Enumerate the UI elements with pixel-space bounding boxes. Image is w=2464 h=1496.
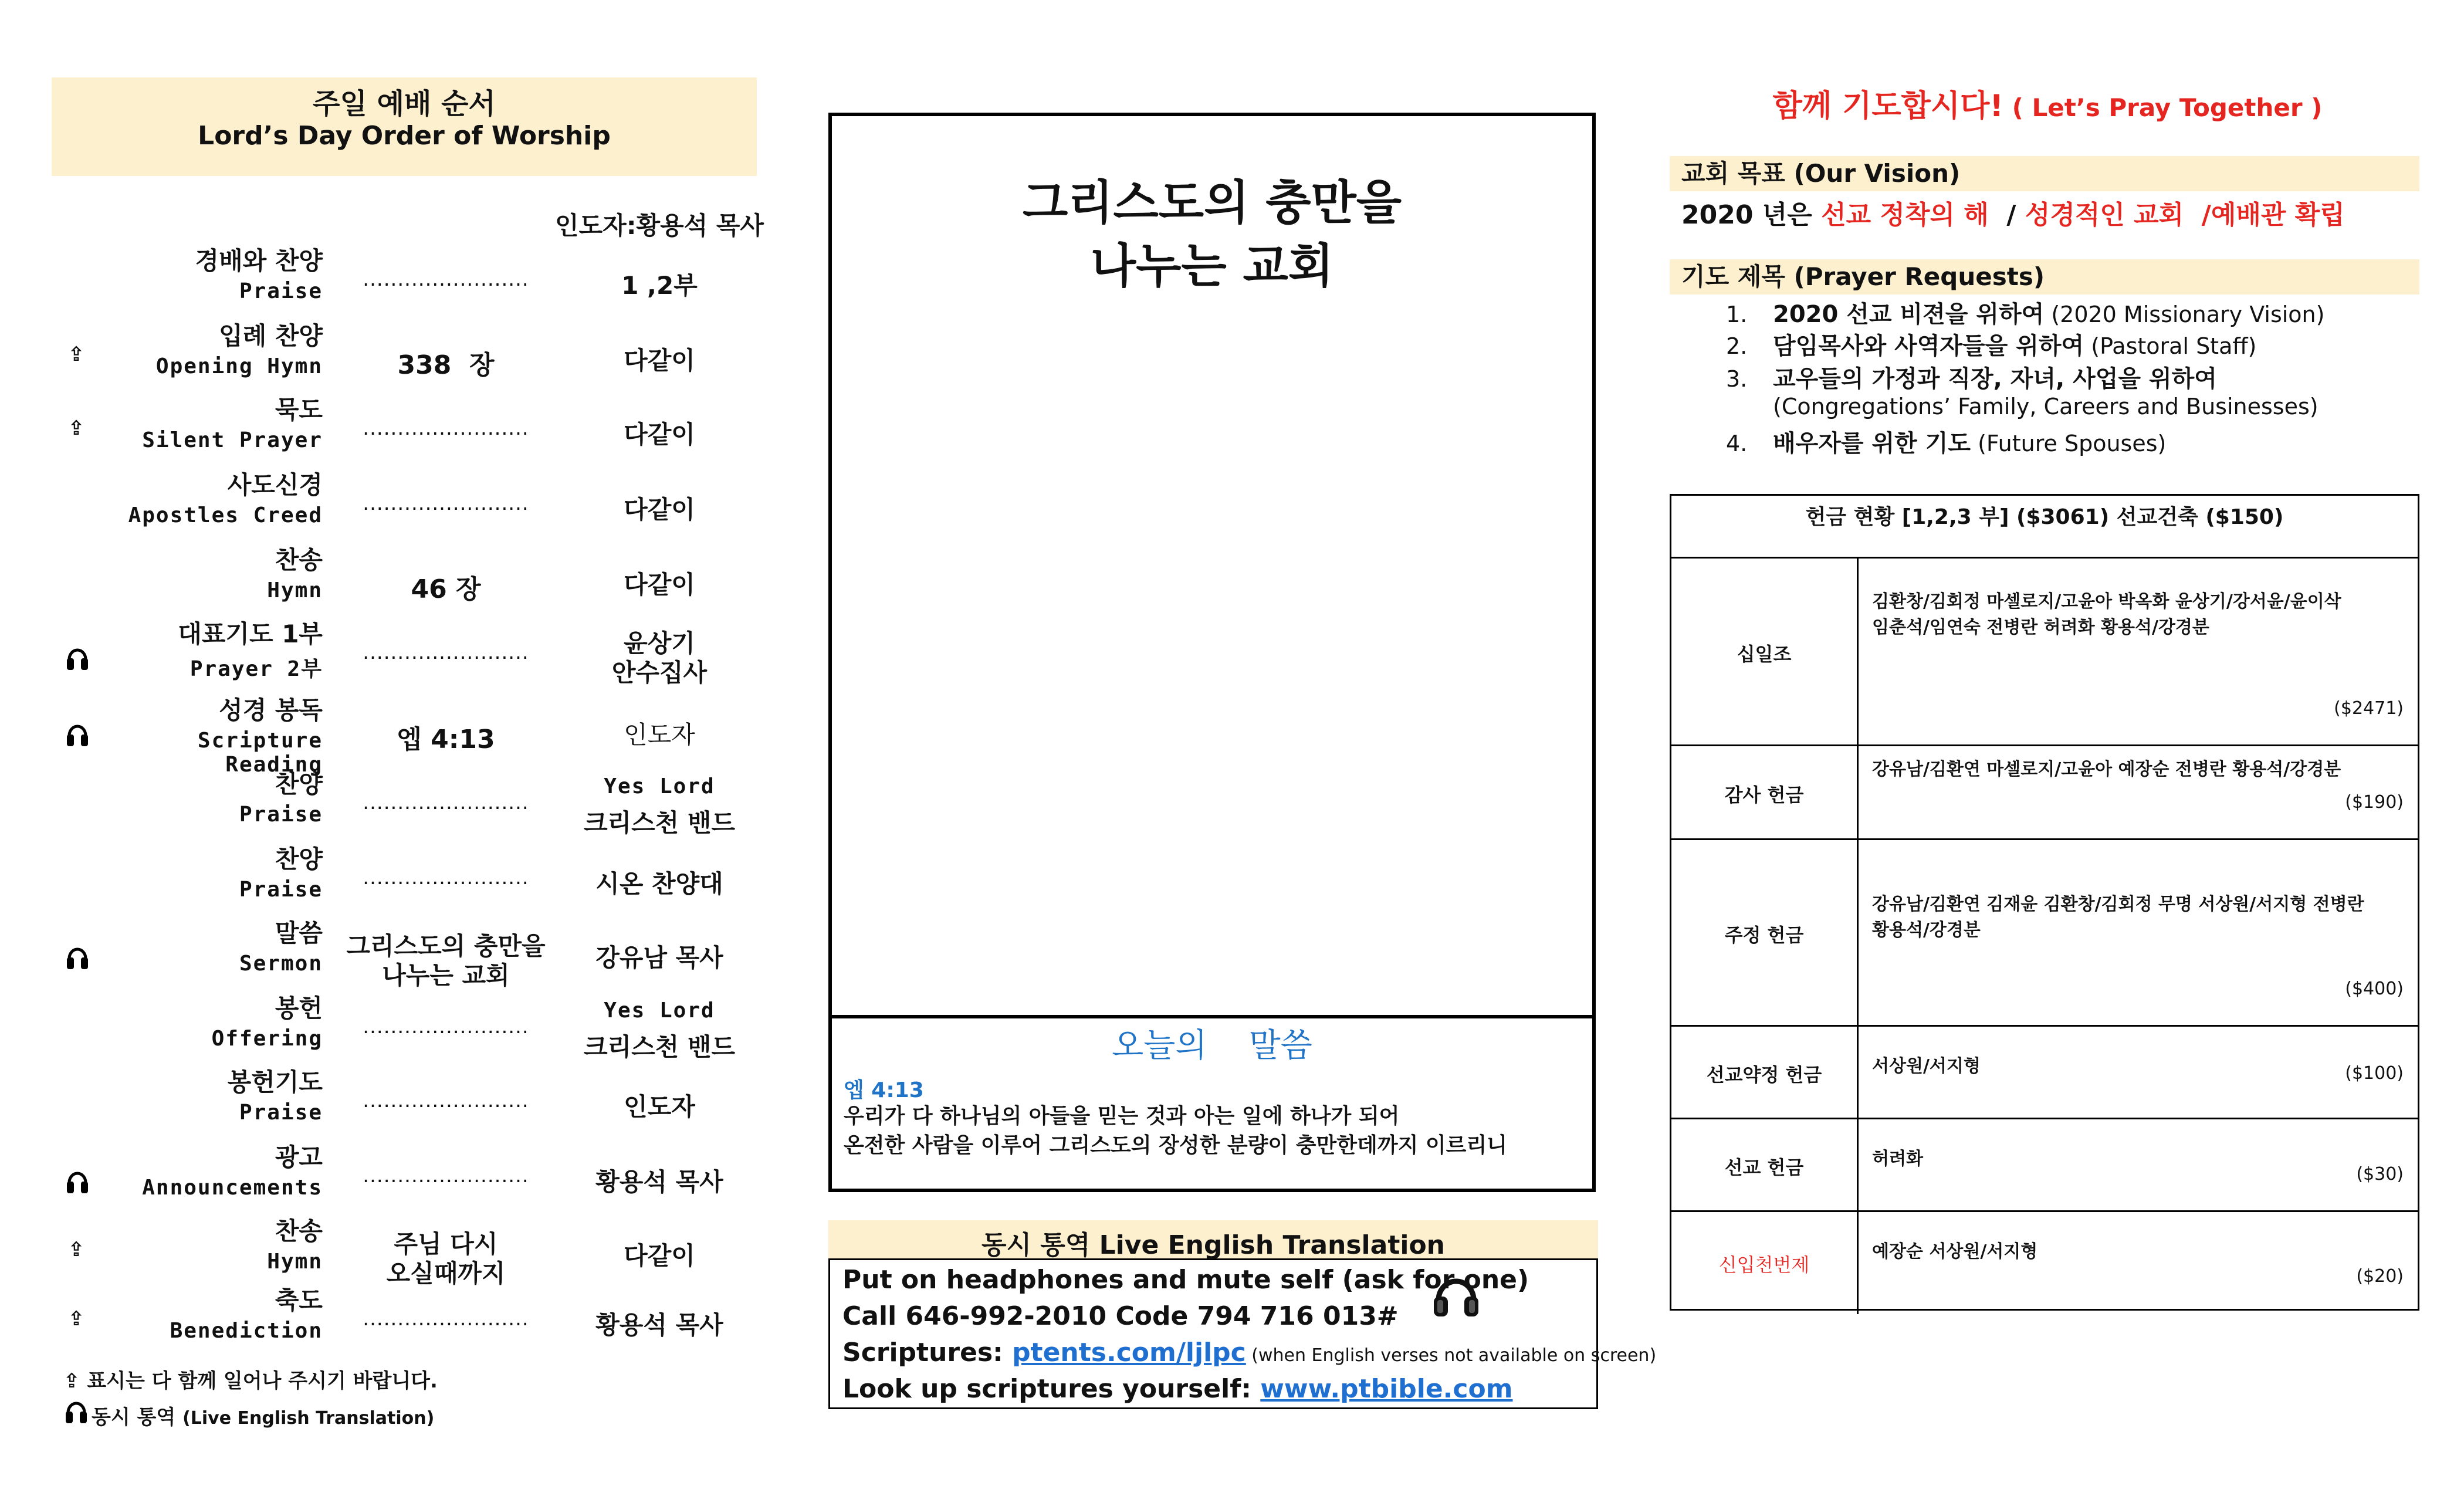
translation-line-call: Call 646-992-2010 Code 794 716 013# bbox=[842, 1301, 1399, 1331]
leader-dots: ........................ bbox=[363, 1015, 529, 1038]
leader-dots: ........................ bbox=[363, 1307, 529, 1331]
leader-dots: ........................ bbox=[363, 417, 529, 440]
item-korean: 찬양 bbox=[275, 770, 323, 798]
item-leader: 인도자 bbox=[624, 1092, 695, 1121]
item-english: Announcements bbox=[142, 1176, 323, 1200]
offering-amount: ($20) bbox=[2356, 1266, 2404, 1287]
offering-summary: 헌금 현황 [1,2,3 부] ($3061) 선교건축 ($150) bbox=[1805, 505, 2284, 529]
item-leader: Yes Lord bbox=[604, 999, 715, 1023]
item-english: Scripture Reading bbox=[197, 729, 323, 777]
prayer-request bbox=[1773, 393, 2464, 420]
header-english: Lord’s Day Order of Worship bbox=[198, 121, 611, 151]
item-english: Opening Hymn bbox=[155, 354, 323, 378]
offering-type: 감사 헌금 bbox=[1724, 784, 1804, 806]
item-english: Praise bbox=[239, 1101, 323, 1125]
offering-type: 선교 헌금 bbox=[1724, 1156, 1804, 1179]
item-leader: 황용석 목사 bbox=[595, 1311, 723, 1339]
donor-line1: 강유남/김환연 김재윤 김환창/김회정 무명 서상원/서지형 전병란 bbox=[1872, 894, 2364, 915]
request-number: 1. bbox=[1726, 302, 1748, 327]
item-korean: 찬양 bbox=[275, 845, 323, 874]
standing-note: ⇪ 표시는 다 함께 일어나 주시기 바랍니다. bbox=[63, 1369, 438, 1393]
request-english: (Congregations’ Family, Careers and Businesses) bbox=[1773, 394, 2319, 419]
request-english: (Pastoral Staff) bbox=[2084, 333, 2257, 359]
leader-dots: ........................ bbox=[363, 268, 529, 291]
item-english: Apostles Creed bbox=[128, 503, 323, 527]
item-leader: 다같이 bbox=[624, 1241, 695, 1270]
box-divider bbox=[828, 1015, 1596, 1018]
headphones-icon bbox=[1431, 1270, 1481, 1319]
ptents-link[interactable]: ptents.com/ljlpc bbox=[1012, 1338, 1246, 1368]
stand-up-icon: ⇪ bbox=[67, 417, 85, 440]
translation-line-lookup: Look up scriptures yourself: www.ptbible.com bbox=[842, 1374, 1513, 1404]
translation-line-headphones: Put on headphones and mute self (ask for one) bbox=[842, 1265, 1529, 1295]
item-leader: 다같이 bbox=[624, 420, 695, 449]
table-divider bbox=[1857, 840, 1859, 1027]
offering-amount: ($30) bbox=[2356, 1164, 2404, 1184]
item-leader: 강유남 목사 bbox=[595, 943, 723, 972]
item-english: Praise bbox=[239, 878, 323, 902]
stand-up-icon: ⇪ bbox=[67, 343, 85, 366]
table-divider bbox=[1857, 746, 1859, 840]
ptbible-link[interactable]: www.ptbible.com bbox=[1260, 1374, 1513, 1404]
item-detail-line2: 오실때까지 bbox=[386, 1259, 506, 1288]
item-korean: 광고 bbox=[275, 1143, 323, 1172]
item-korean: 봉헌 bbox=[275, 994, 323, 1023]
item-english: Sermon bbox=[239, 952, 323, 976]
offering-donors bbox=[1872, 1054, 2400, 1079]
item-korean: 입례 찬양 bbox=[219, 321, 323, 350]
vision-text: 2020 년은 선교 정착의 해 / 성경적인 교회 /예배관 확립 bbox=[1681, 200, 2345, 230]
request-number: 4. bbox=[1726, 431, 1748, 456]
offering-row bbox=[1671, 744, 2418, 838]
item-korean: 찬송 bbox=[275, 1217, 323, 1245]
headphones-icon bbox=[66, 942, 89, 972]
item-leader: 다같이 bbox=[624, 570, 695, 599]
sermon-title-line2: 나누는 교회 bbox=[1090, 239, 1334, 293]
offering-type: 십일조 bbox=[1737, 643, 1792, 665]
request-english: (Future Spouses) bbox=[1970, 431, 2167, 456]
request-korean: 교우들의 가정과 직장, 자녀, 사업을 위하여 bbox=[1773, 365, 2217, 392]
donor-line1: 서상원/서지형 bbox=[1872, 1056, 1981, 1077]
scripture-line1: 우리가 다 하나님의 아들을 믿는 것과 아는 일에 하나가 되어 bbox=[844, 1104, 1400, 1128]
vision-header: 교회 목표 (Our Vision) bbox=[1670, 156, 2419, 191]
offering-type: 신입천번제 bbox=[1718, 1254, 1810, 1276]
request-korean: 배우자를 위한 기도 bbox=[1773, 430, 1971, 457]
table-divider bbox=[1857, 1119, 1859, 1212]
item-detail-line2: 나누는 교회 bbox=[382, 961, 510, 990]
item-korean: 사도신경 bbox=[227, 471, 323, 499]
item-korean: 대표기도 1부 bbox=[178, 620, 323, 648]
item-leader: 인도자 bbox=[624, 720, 695, 749]
item-korean: 묵도 bbox=[275, 395, 323, 424]
translation-note: 동시 통역 (Live English Translation) bbox=[92, 1406, 435, 1429]
worship-leader: 인도자:황용석 목사 bbox=[555, 211, 764, 240]
prayer-requests-header: 기도 제목 (Prayer Requests) bbox=[1670, 259, 2419, 295]
offering-amount: ($400) bbox=[2345, 979, 2404, 999]
offering-donors bbox=[1872, 757, 2400, 783]
table-divider bbox=[1857, 1212, 1859, 1314]
item-korean: 축도 bbox=[275, 1286, 323, 1315]
leader-dots: ........................ bbox=[363, 492, 529, 515]
item-english: Benediction bbox=[170, 1319, 323, 1343]
donor-line2: 황용석/강경분 bbox=[1872, 919, 1981, 940]
header-korean: 주일 예배 순서 bbox=[313, 87, 496, 120]
scripture-reference: 엡 4:13 bbox=[844, 1078, 924, 1102]
offering-type: 선교약정 헌금 bbox=[1706, 1064, 1822, 1086]
donor-line1: 허려화 bbox=[1872, 1149, 1923, 1169]
item-detail: 엡 4:13 bbox=[397, 725, 495, 754]
item-leader: Yes Lord bbox=[604, 774, 715, 798]
prayer-request bbox=[1726, 360, 2418, 394]
headphones-icon bbox=[65, 1396, 88, 1426]
item-leader: 윤상기 bbox=[624, 629, 695, 658]
offering-amount: ($100) bbox=[2345, 1063, 2404, 1084]
translation-line-scriptures: Scriptures: ptents.com/ljlpc (when English verses not available on screen) bbox=[842, 1338, 1657, 1368]
item-english: Prayer 2부 bbox=[189, 657, 323, 681]
offering-row bbox=[1671, 1210, 2418, 1312]
headphones-icon bbox=[66, 1166, 89, 1196]
offering-donors bbox=[1872, 892, 2400, 943]
sermon-title bbox=[828, 171, 1596, 298]
todays-word-title: 오늘의 말씀 bbox=[1112, 1027, 1312, 1065]
item-english: Hymn bbox=[267, 1250, 323, 1274]
donor-line1: 강유남/김환연 마셀로지/고윤아 예장순 전병란 황용석/강경분 bbox=[1872, 759, 2341, 780]
item-leader: 시온 찬양대 bbox=[595, 869, 723, 898]
item-leader: 황용석 목사 bbox=[595, 1167, 723, 1196]
item-leader-line2: 크리스천 밴드 bbox=[583, 808, 736, 837]
item-leader-line2: 안수집사 bbox=[611, 658, 708, 687]
item-english: Praise bbox=[239, 279, 323, 303]
item-leader-line2: 크리스천 밴드 bbox=[583, 1033, 736, 1061]
table-divider bbox=[1857, 559, 1859, 746]
offering-donors bbox=[1872, 1146, 2400, 1172]
offering-row bbox=[1671, 557, 2418, 744]
prayer-request bbox=[1726, 425, 2418, 458]
prayer-request bbox=[1726, 327, 2418, 361]
item-english: Offering bbox=[211, 1027, 323, 1051]
offering-donors bbox=[1872, 589, 2400, 640]
item-detail: 46 장 bbox=[411, 574, 481, 604]
item-detail: 338 장 bbox=[397, 350, 495, 380]
stand-up-icon: ⇪ bbox=[67, 1238, 85, 1261]
item-detail: 주님 다시 bbox=[394, 1230, 498, 1258]
prayer-request bbox=[1726, 296, 2418, 329]
scripture-text bbox=[844, 1102, 1589, 1160]
request-number: 3. bbox=[1726, 366, 1748, 392]
offering-donors bbox=[1872, 1239, 2400, 1265]
offering-amount: ($190) bbox=[2345, 792, 2404, 813]
scripture-line2: 온전한 사람을 이루어 그리스도의 장성한 분량이 충만한데까지 이르리니 bbox=[844, 1133, 1508, 1157]
leader-dots: ........................ bbox=[363, 791, 529, 814]
item-leader: 다같이 bbox=[624, 346, 695, 375]
offering-row bbox=[1671, 1025, 2418, 1118]
offering-row bbox=[1671, 838, 2418, 1025]
item-korean: 찬송 bbox=[275, 546, 323, 574]
item-english: Praise bbox=[239, 803, 323, 827]
offering-table bbox=[1670, 494, 2419, 1311]
headphones-icon bbox=[66, 643, 89, 672]
offering-row bbox=[1671, 1118, 2418, 1210]
item-leader: 1 ,2부 bbox=[621, 271, 698, 300]
leader-dots: ........................ bbox=[363, 641, 529, 664]
headphones-icon bbox=[66, 719, 89, 749]
leader-dots: ........................ bbox=[363, 1164, 529, 1187]
item-english: Silent Prayer bbox=[142, 428, 323, 452]
table-divider bbox=[1857, 1027, 1859, 1119]
item-korean: 경배와 찬양 bbox=[195, 246, 323, 275]
item-korean: 봉헌기도 bbox=[227, 1068, 323, 1096]
request-korean: 담임목사와 사역자들을 위하여 bbox=[1773, 333, 2084, 360]
sermon-title-line1: 그리스도의 충만을 bbox=[1022, 175, 1402, 230]
item-korean: 성경 봉독 bbox=[219, 696, 323, 725]
request-english: (2020 Missionary Vision) bbox=[2044, 302, 2325, 327]
stand-up-icon: ⇪ bbox=[67, 1307, 85, 1331]
offering-type: 주정 헌금 bbox=[1724, 924, 1804, 946]
item-detail: 그리스도의 충만을 bbox=[346, 932, 546, 960]
offering-amount: ($2471) bbox=[2334, 698, 2404, 719]
request-number: 2. bbox=[1726, 333, 1748, 359]
pray-together-title: 함께 기도합시다! ( Let’s Pray Together ) bbox=[1772, 89, 2323, 124]
leader-dots: ........................ bbox=[363, 866, 529, 889]
item-korean: 말씀 bbox=[275, 919, 323, 947]
item-english: Hymn bbox=[267, 578, 323, 603]
request-korean: 2020 선교 비젼을 위하여 bbox=[1773, 301, 2045, 328]
donor-line1: 김환창/김회정 마셀로지/고윤아 박옥화 윤상기/강서윤/윤이삭 bbox=[1872, 591, 2341, 612]
donor-line2: 임춘석/임연숙 전병란 허려화 황용석/강경분 bbox=[1872, 617, 2209, 638]
leader-dots: ........................ bbox=[363, 1089, 529, 1112]
donor-line1: 예장순 서상원/서지형 bbox=[1872, 1241, 2038, 1262]
translation-header: 동시 통역 Live English Translation bbox=[981, 1230, 1445, 1260]
item-leader: 다같이 bbox=[624, 495, 695, 524]
